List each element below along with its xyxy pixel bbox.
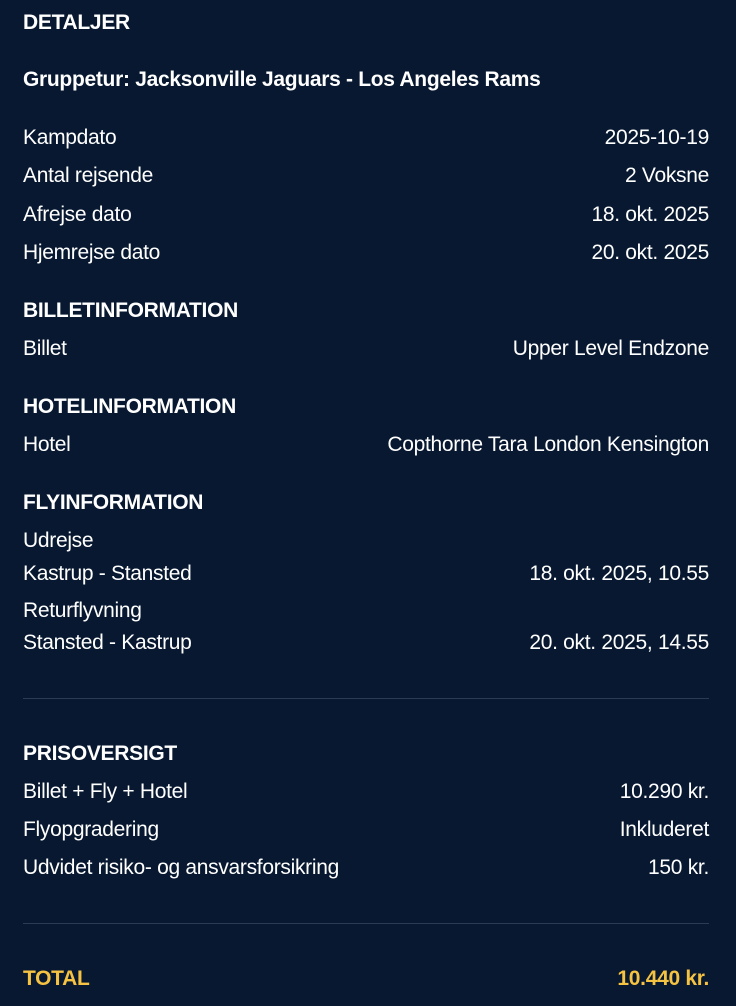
price-label: Billet + Fly + Hotel: [23, 780, 188, 803]
detail-label: Hjemrejse dato: [23, 241, 161, 264]
total-value: 10.440 kr.: [617, 967, 709, 990]
divider: [23, 923, 709, 924]
price-label: Flyopgradering: [23, 818, 159, 841]
return-flight-row: [23, 631, 709, 655]
price-value: 150 kr.: [648, 856, 709, 879]
divider: [23, 698, 709, 699]
detail-value: 18. okt. 2025: [591, 203, 709, 226]
total-label: TOTAL: [23, 967, 90, 990]
detail-value: 2 Voksne: [625, 164, 709, 187]
order-summary-panel: [23, 0, 709, 1006]
price-value: 10.290 kr.: [619, 780, 709, 803]
outbound-label: Udrejse: [23, 529, 94, 552]
ticket-value: Upper Level Endzone: [512, 337, 709, 360]
details-heading: DETALJER: [23, 11, 130, 34]
detail-label: Afrejse dato: [23, 203, 132, 226]
detail-label: Kampdato: [23, 126, 117, 149]
ticket-heading: BILLETINFORMATION: [23, 299, 238, 322]
return-time: 20. okt. 2025, 14.55: [529, 631, 709, 654]
detail-row-return-date: [23, 241, 709, 265]
outbound-label-row: [23, 529, 709, 553]
ticket-row: [23, 337, 709, 361]
detail-value: 2025-10-19: [604, 126, 709, 149]
price-row-insurance: [23, 856, 709, 880]
price-row-flight-upgrade: [23, 818, 709, 842]
prices-heading: PRISOVERSIGT: [23, 742, 177, 765]
price-label: Udvidet risiko- og ansvarsforsikring: [23, 856, 339, 879]
outbound-time: 18. okt. 2025, 10.55: [529, 562, 709, 585]
hotel-label: Hotel: [23, 433, 71, 456]
outbound-flight-row: [23, 562, 709, 586]
price-row-package: [23, 780, 709, 804]
detail-row-travelers: [23, 164, 709, 188]
flight-heading: FLYINFORMATION: [23, 491, 204, 514]
detail-label: Antal rejsende: [23, 164, 154, 187]
hotel-value: Copthorne Tara London Kensington: [387, 433, 709, 456]
return-route: Stansted - Kastrup: [23, 631, 192, 654]
return-label-row: [23, 599, 709, 623]
return-label: Returflyvning: [23, 599, 142, 622]
ticket-label: Billet: [23, 337, 67, 360]
detail-value: 20. okt. 2025: [591, 241, 709, 264]
hotel-row: [23, 433, 709, 457]
outbound-route: Kastrup - Stansted: [23, 562, 192, 585]
detail-row-departure-date: [23, 203, 709, 227]
total-row: [23, 967, 709, 991]
detail-row-match-date: [23, 126, 709, 150]
hotel-heading: HOTELINFORMATION: [23, 395, 236, 418]
trip-title: Gruppetur: Jacksonville Jaguars - Los Angeles Rams: [23, 68, 541, 91]
price-value: Inkluderet: [619, 818, 709, 841]
